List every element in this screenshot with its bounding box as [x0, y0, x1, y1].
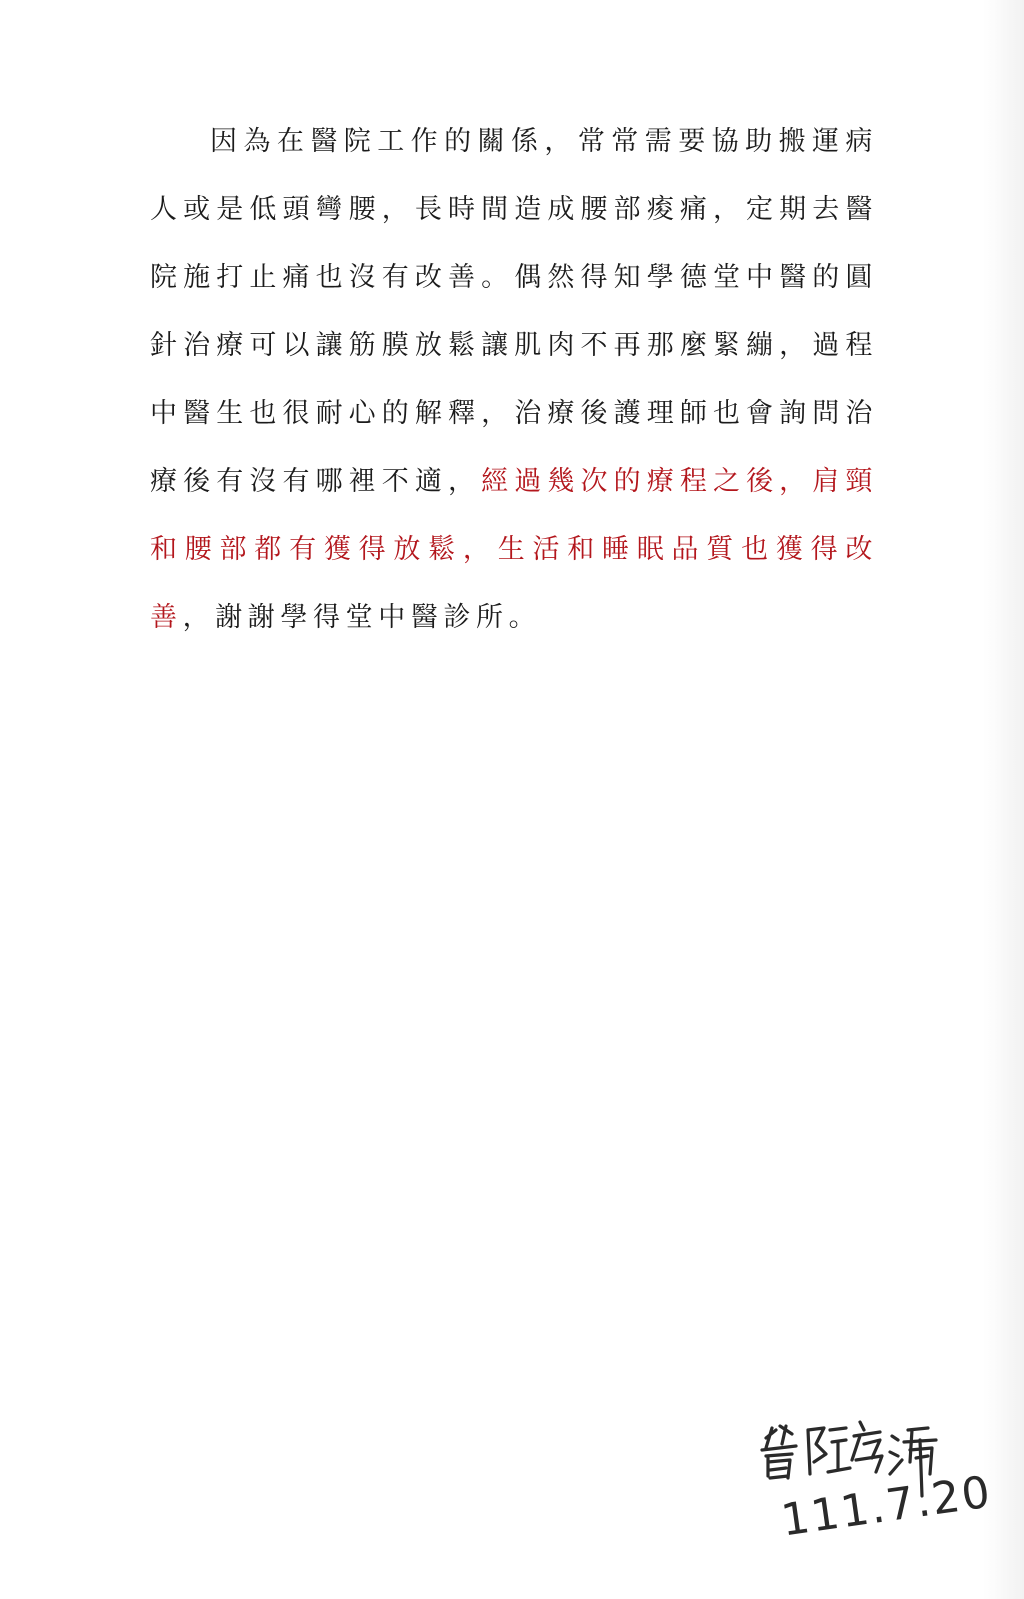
signature-date: 111.7.20	[778, 1466, 995, 1547]
testimonial-body	[150, 108, 878, 652]
testimonial-text-closing: ，謝謝學得堂中醫診所。	[182, 602, 542, 633]
testimonial-text-intro: 因為在醫院工作的關係，常常需要協助搬運病人或是低頭彎腰，長時間造成腰部痠痛，定期去醫院施打止痛也沒有改善。偶然得知學德堂中醫的圓針治療可以讓筋膜放鬆讓肌肉不再那麼緊繃，過程中醫生也很耐心的解釋，治療後護理師也會詢問治療後有沒有哪裡不適，	[150, 126, 878, 497]
testimonial-highlight: 經過幾次的療程之後，肩頸和腰部都有獲得放鬆，生活和睡眠品質也獲得改善	[150, 466, 879, 633]
